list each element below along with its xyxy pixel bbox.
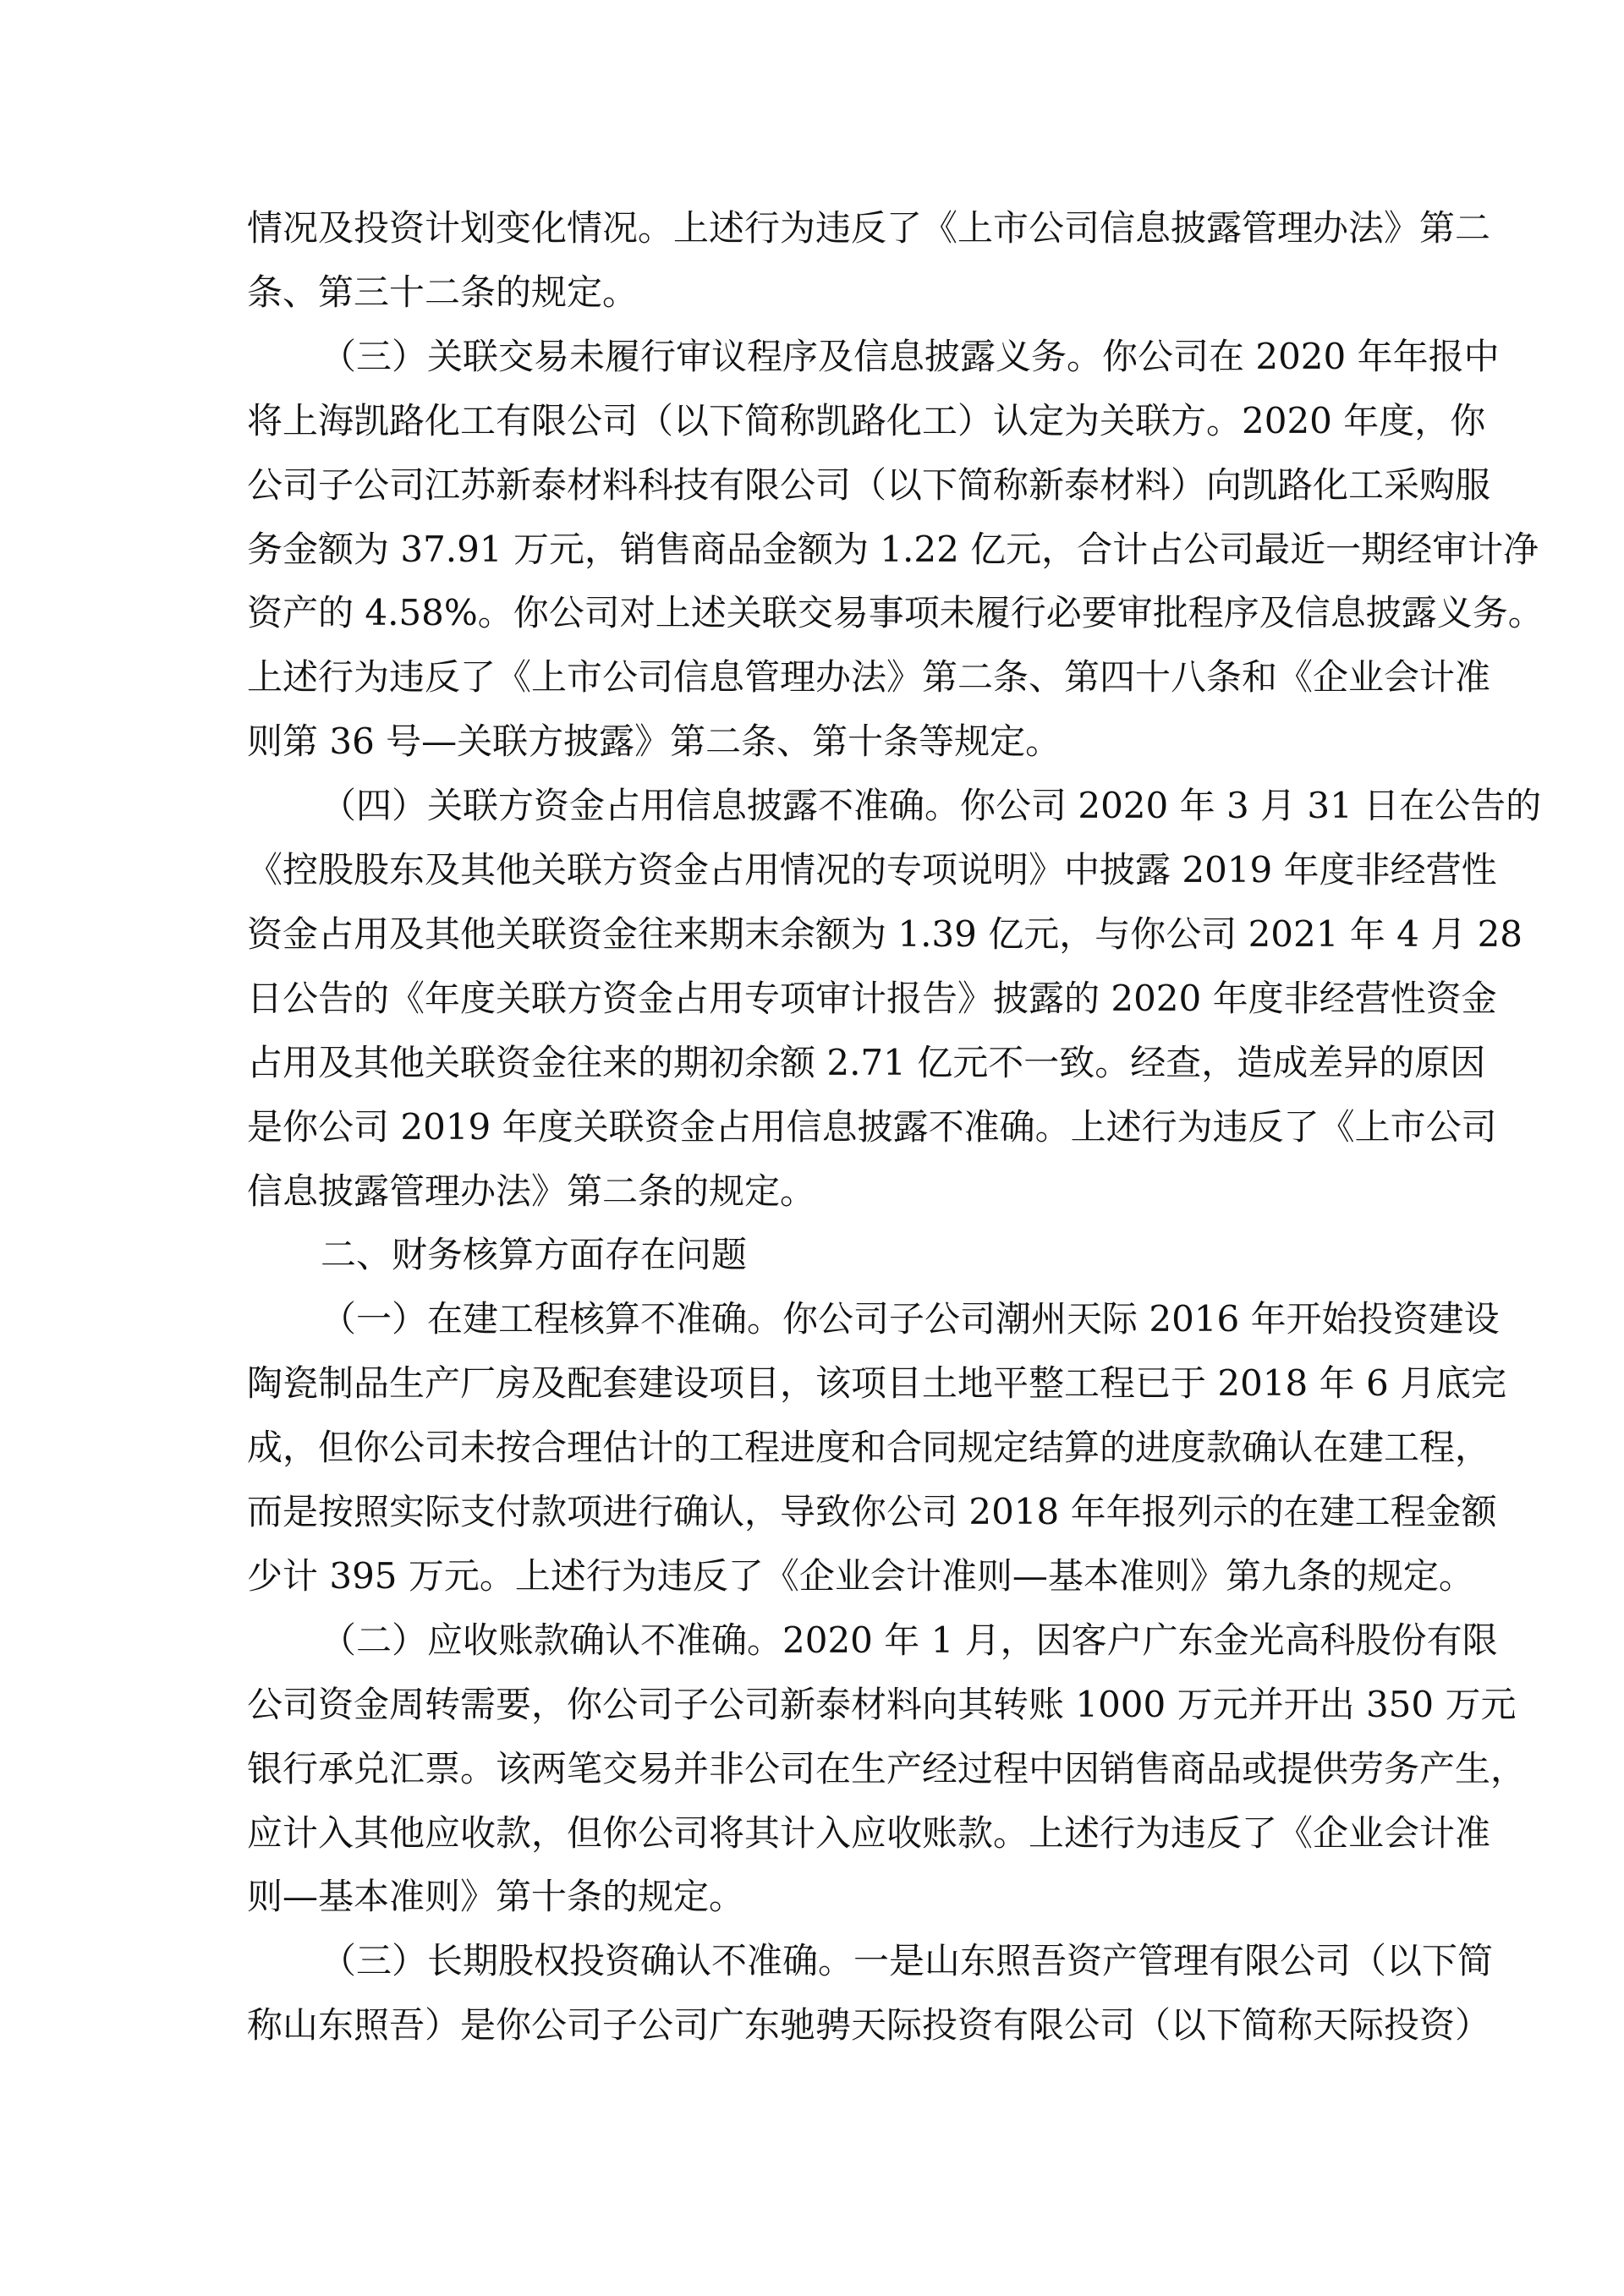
text-line: （三）长期股权投资确认不准确。一是山东照吾资产管理有限公司（以下简 (321, 1940, 1494, 1982)
text-line: 称山东照吾）是你公司子公司广东驰骋天际投资有限公司（以下简称天际投资） (247, 2004, 1491, 2047)
text-line: 条、第三十二条的规定。 (247, 271, 639, 313)
text-line: 应计入其他应收款，但你公司将其计入应收账款。上述行为违反了《企业会计准 (247, 1811, 1491, 1854)
text-line: 资金占用及其他关联资金往来期末余额为 1.39 亿元，与你公司 2021 年 4 月 28 (247, 912, 1523, 955)
text-line: （二）应收账款确认不准确。2020 年 1 月，因客户广东金光高科股份有限 (321, 1619, 1498, 1661)
text-line: 则—基本准则》第十条的规定。 (247, 1876, 745, 1918)
text-line: 上述行为违反了《上市公司信息管理办法》第二条、第四十八条和《企业会计准 (247, 656, 1491, 699)
text-line: 成，但你公司未按合理估计的工程进度和合同规定结算的进度款确认在建工程， (247, 1427, 1491, 1469)
text-line: （三）关联交易未履行审议程序及信息披露义务。你公司在 2020 年年报中 (321, 335, 1500, 377)
text-line: 务金额为 37.91 万元，销售商品金额为 1.22 亿元，合计占公司最近一期经审计净 (247, 528, 1539, 570)
text-line: 将上海凯路化工有限公司（以下简称凯路化工）认定为关联方。2020 年度，你 (247, 399, 1486, 441)
text-line: 公司子公司江苏新泰材料科技有限公司（以下简称新泰材料）向凯路化工采购服 (247, 463, 1491, 506)
text-line: （四）关联方资金占用信息披露不准确。你公司 2020 年 3 月 31 日在公告的 (321, 785, 1542, 827)
text-line: 陶瓷制品生产厂房及配套建设项目，该项目土地平整工程已于 2018 年 6 月底完 (247, 1362, 1507, 1405)
text-line: 信息披露管理办法》第二条的规定。 (247, 1170, 816, 1212)
text-line: 公司资金周转需要，你公司子公司新泰材料向其转账 1000 万元并开出 350 万元 (247, 1683, 1517, 1725)
text-line: 则第 36 号—关联方披露》第二条、第十条等规定。 (247, 721, 1062, 763)
text-line: 日公告的《年度关联方资金占用专项审计报告》披露的 2020 年度非经营性资金 (247, 977, 1497, 1019)
text-line: 而是按照实际支付款项进行确认，导致你公司 2018 年年报列示的在建工程金额 (247, 1491, 1497, 1532)
text-line: 《控股股东及其他关联方资金占用情况的专项说明》中披露 2019 年度非经营性 (247, 849, 1497, 890)
text-line: 少计 395 万元。上述行为违反了《企业会计准则—基本准则》第九条的规定。 (247, 1554, 1474, 1597)
text-line: 占用及其他关联资金往来的期初余额 2.71 亿元不一致。经查，造成差异的原因 (247, 1041, 1486, 1083)
text-line: 情况及投资计划变化情况。上述行为违反了《上市公司信息披露管理办法》第二 (247, 207, 1491, 249)
text-line: 二、财务核算方面存在问题 (321, 1234, 748, 1276)
text-line: 资产的 4.58%。你公司对上述关联交易事项未履行必要审批程序及信息披露义务。 (247, 592, 1544, 634)
text-line: （一）在建工程核算不准确。你公司子公司潮州天际 2016 年开始投资建设 (321, 1298, 1500, 1340)
text-line: 银行承兑汇票。该两笔交易并非公司在生产经过程中因销售商品或提供劳务产生， (247, 1747, 1527, 1789)
text-line: 是你公司 2019 年度关联资金占用信息披露不准确。上述行为违反了《上市公司 (247, 1105, 1497, 1148)
